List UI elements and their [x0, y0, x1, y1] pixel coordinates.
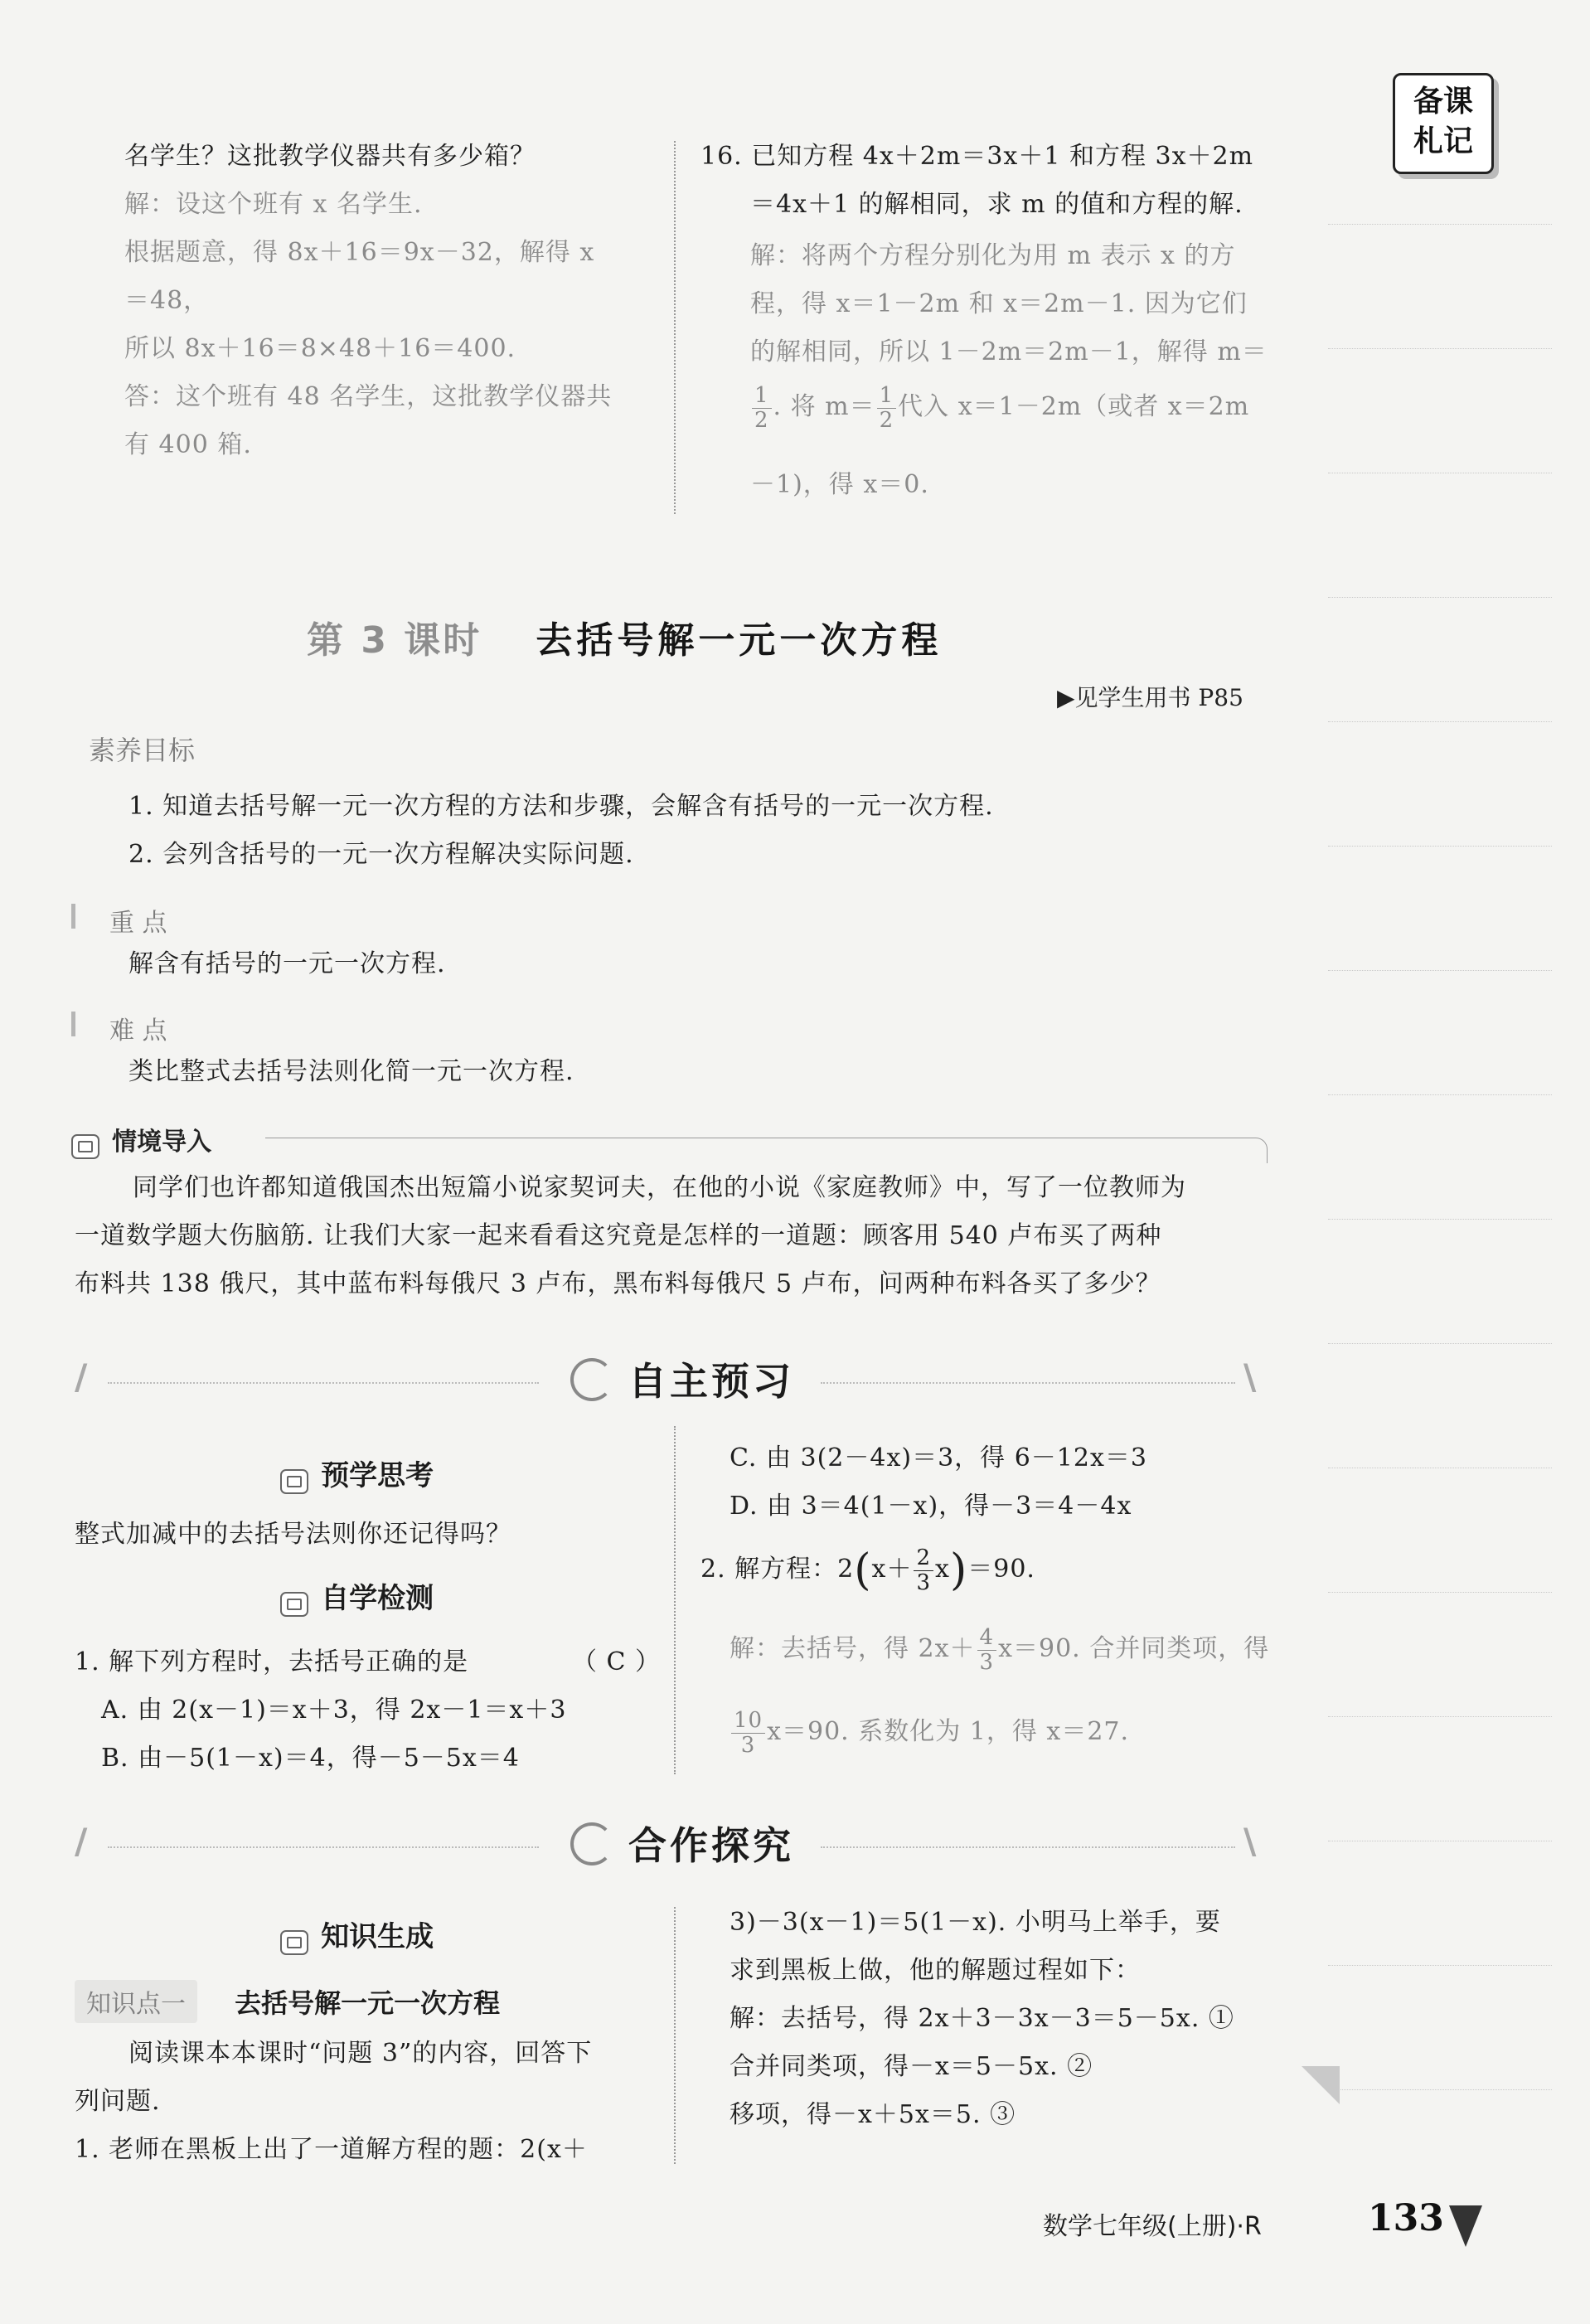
q2-inner-a: x＋: [871, 1555, 913, 1584]
q16-answer-line-2: 程，得 x＝1－2m 和 x＝2m－1. 因为它们: [750, 289, 1248, 318]
intro-line-3: 布料共 138 俄尺，其中蓝布料每俄尺 3 卢布，黑布料每俄尺 5 卢布，问两种布料各买了多少？: [75, 1269, 1161, 1298]
kp-right-line-4: 合并同类项，得－x＝5－5x. ②: [730, 2052, 1093, 2081]
key-point-label: 重 点: [109, 909, 167, 938]
frac-den: 2: [754, 407, 769, 433]
q2-suffix: ＝90.: [967, 1555, 1035, 1584]
frac-den: 2: [879, 407, 894, 433]
difficulty-bar: [71, 1012, 75, 1036]
key-point-bar: [71, 904, 75, 929]
frac-num: 4: [977, 1626, 997, 1651]
q2-answer-line-2: [730, 1708, 1129, 1757]
prethink-header: [280, 1453, 434, 1494]
q2-prefix: 2. 解方程：2: [700, 1555, 855, 1584]
page-curl-deco: [1302, 2066, 1340, 2104]
column-divider-bottom: [674, 1907, 676, 2164]
difficulty-text: 类比整式去括号法则化简一元一次方程.: [128, 1057, 574, 1086]
section2-divider-left: [108, 1846, 539, 1848]
knowledge-header: [280, 1914, 434, 1955]
q1-stem: 1. 解下列方程时，去括号正确的是: [75, 1647, 469, 1676]
frac-line-tail: 代入 x＝1－2m（或者 x＝2m: [898, 392, 1250, 421]
prev-answer-line-2: 根据题意，得 8x＋16＝9x－32，解得 x: [124, 238, 595, 267]
section1-divider-left: [108, 1382, 539, 1384]
slash-right-deco: \: [1243, 1356, 1257, 1397]
frac-num: 1: [877, 384, 897, 409]
lesson-header: [307, 610, 942, 663]
knowledge-label: 知识生成: [321, 1920, 434, 1953]
slash-right-deco-2: \: [1243, 1821, 1257, 1861]
option-c: C. 由 3(2－4x)＝3，得 6－12x＝3: [730, 1443, 1147, 1473]
frac-num: 2: [914, 1546, 933, 1571]
q2-inner-b: x: [935, 1555, 950, 1584]
intro-line-2: 一道数学题大伤脑筋. 让我们大家一起来看看这究竟是怎样的一道题：顾客用 540 卢布买了两种: [75, 1221, 1162, 1250]
prethink-icon: [280, 1469, 308, 1494]
frac-den: 3: [979, 1649, 995, 1675]
section1-title: 自主预习: [628, 1359, 794, 1404]
q16-answer-frac-line: [750, 383, 1249, 432]
prev-answer-line-4: 所以 8x＋16＝8×48＋16＝400.: [124, 334, 516, 363]
footer-book-title: 数学七年级(上册)·R: [1043, 2212, 1262, 2241]
selfcheck-icon: [280, 1592, 308, 1617]
section1-divider-right: [821, 1382, 1235, 1384]
frac-line-mid: . 将 m＝: [773, 392, 875, 421]
q2-line: [700, 1545, 1035, 1594]
selfcheck-label: 自学检测: [321, 1582, 434, 1615]
goals-label: 素养目标: [89, 735, 196, 766]
q2-ans1-b: x＝90. 合并同类项，得: [998, 1634, 1270, 1663]
prev-answer-line-5: 答：这个班有 48 名学生，这批教学仪器共: [124, 382, 613, 411]
goal-item-2: 2. 会列含括号的一元一次方程解决实际问题.: [128, 840, 634, 869]
kp-left-line-1: 阅读课本本课时“问题 3”的内容，回答下: [128, 2039, 593, 2068]
kp-right-line-1: 3)－3(x－1)＝5(1－x). 小明马上举手，要: [730, 1908, 1221, 1937]
section2-title: 合作探究: [628, 1823, 794, 1868]
intro-rule: [265, 1138, 1268, 1163]
student-book-ref: ▶见学生用书 P85: [1057, 684, 1243, 711]
prethink-text: 整式加减中的去括号法则你还记得吗？: [75, 1520, 511, 1549]
prev-answer-line-1: 解：设这个班有 x 名学生.: [124, 190, 423, 219]
goal-item-1: 1. 知道去括号解一元一次方程的方法和步骤，会解含有括号的一元一次方程.: [128, 792, 994, 821]
q1-answer: （ C ）: [572, 1647, 662, 1676]
difficulty-label: 难 点: [109, 1016, 167, 1046]
section2-divider-right: [821, 1846, 1235, 1848]
footer-page-number: 133: [1368, 2197, 1444, 2239]
intro-label: 情境导入: [112, 1128, 212, 1157]
frac-num: 1: [752, 384, 772, 409]
knowledge-point-title: 去括号解一元一次方程: [235, 1987, 501, 2019]
q2-ans1-a: 解：去括号，得 2x＋: [730, 1634, 976, 1663]
q16-line-2: ＝4x＋1 的解相同，求 m 的值和方程的解.: [750, 190, 1243, 219]
lesson-title: 去括号解一元一次方程: [536, 619, 943, 662]
knowledge-point-tag: 知识点一: [75, 1980, 197, 2023]
intro-icon: [71, 1134, 99, 1159]
paren-open: (: [854, 1545, 872, 1595]
knowledge-icon: [280, 1930, 308, 1955]
frac-den: 3: [916, 1570, 932, 1595]
key-point-text: 解含有括号的一元一次方程.: [128, 949, 446, 978]
kp-left-line-3: 1. 老师在黑板上出了一道解方程的题：2(x＋: [75, 2135, 588, 2164]
frac-num: 10: [731, 1709, 765, 1734]
notes-badge-text: 备课 札记: [1413, 85, 1473, 158]
slash-left-deco: /: [75, 1356, 88, 1397]
q2-ans2-b: x＝90. 系数化为 1，得 x＝27.: [767, 1717, 1130, 1746]
q16-line-1: 16. 已知方程 4x＋2m＝3x＋1 和方程 3x＋2m: [700, 142, 1254, 171]
slash-left-deco-2: /: [75, 1821, 88, 1861]
column-divider-top: [674, 141, 676, 514]
prev-answer-line-6: 有 400 箱.: [124, 430, 252, 459]
option-a: A. 由 2(x－1)＝x＋3，得 2x－1＝x＋3: [101, 1696, 567, 1725]
q16-answer-line-1: 解：将两个方程分别化为用 m 表示 x 的方: [750, 241, 1236, 270]
q2-answer-line-1: [730, 1625, 1269, 1674]
kp-right-line-2: 求到黑板上做，他的解题过程如下：: [730, 1956, 1141, 1985]
selfcheck-header: [280, 1575, 434, 1617]
lesson-number: 第 3 课时: [307, 619, 482, 662]
option-b: B. 由－5(1－x)＝4，得－5－5x＝4: [101, 1744, 520, 1773]
kp-right-line-3: 解：去括号，得 2x＋3－3x－3＝5－5x. ①: [730, 2004, 1234, 2033]
column-divider-mid: [674, 1426, 676, 1774]
knowledge-point-row: [75, 1980, 500, 2023]
section2-icon: [570, 1822, 613, 1866]
prethink-label: 预学思考: [321, 1459, 434, 1492]
footer-arrow-deco: [1449, 2205, 1482, 2247]
section1-icon: [570, 1358, 613, 1401]
prev-question-tail: 名学生？这批教学仪器共有多少箱？: [124, 142, 536, 171]
notes-badge: [1393, 73, 1494, 174]
kp-left-line-2: 列问题.: [75, 2087, 161, 2116]
kp-right-line-5: 移项，得－x＋5x＝5. ③: [730, 2100, 1016, 2129]
intro-header: [71, 1121, 211, 1159]
paren-close: ): [949, 1545, 968, 1595]
prev-answer-line-3: ＝48，: [124, 286, 210, 315]
q16-answer-line-3: 的解相同，所以 1－2m＝2m－1，解得 m＝: [750, 337, 1268, 366]
q16-answer-last: －1)，得 x＝0.: [750, 470, 929, 499]
option-d: D. 由 3＝4(1－x)，得－3＝4－4x: [730, 1492, 1132, 1521]
intro-line-1: 同学们也许都知道俄国杰出短篇小说家契诃夫，在他的小说《家庭教师》中，写了一位教师为: [133, 1173, 1186, 1202]
frac-den: 3: [740, 1732, 756, 1758]
